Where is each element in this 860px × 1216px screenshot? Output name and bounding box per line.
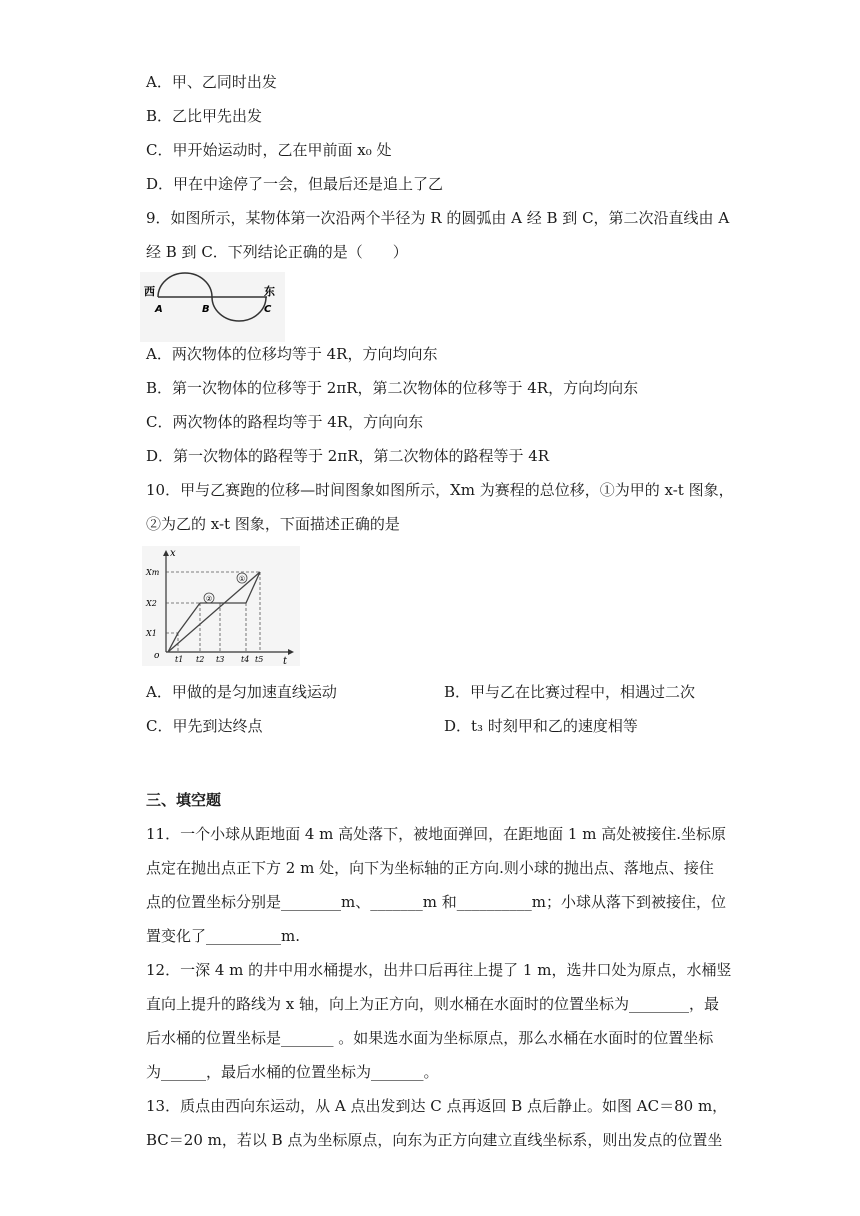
q10-xt-graph: [142, 546, 300, 666]
q10-xtick-t1: t1: [175, 655, 184, 664]
q10-curve1-label: ①: [238, 575, 246, 583]
q8-option-c: C．甲开始运动时，乙在甲前面 x₀ 处: [146, 141, 392, 159]
q13-line1: 13．质点由西向东运动，从 A 点出发到达 C 点再返回 B 点后静止。如图 AC＝80 m，: [146, 1097, 728, 1115]
q10-ytick-x1: X1: [146, 629, 157, 638]
q12-line3: 后水桶的位置坐标是_______ 。如果选水面为坐标原点，那么水桶在水面时的位置坐标: [146, 1029, 714, 1047]
q8-option-d: D．甲在中途停了一会，但最后还是追上了乙: [146, 175, 444, 193]
q9-east-label: 东: [264, 285, 275, 298]
q10-xtick-t3: t3: [216, 655, 225, 664]
q9-point-c-label: C: [264, 304, 272, 315]
q10-stem-line1: 10．甲与乙赛跑的位移—时间图象如图所示，Xm 为赛程的总位移，①为甲的 x-t 图象，: [146, 481, 734, 499]
q10-xtick-t2: t2: [196, 655, 205, 664]
q10-x-axis-label: t: [283, 656, 288, 666]
q10-option-d: D．t₃ 时刻甲和乙的速度相等: [444, 717, 638, 735]
q9-arc-figure: [140, 272, 285, 342]
q10-origin-label: o: [154, 651, 160, 661]
q9-option-d: D．第一次物体的路程等于 2πR，第二次物体的路程等于 4R: [146, 447, 550, 465]
q11-line1: 11．一个小球从距地面 4 m 高处落下，被地面弹回，在距地面 1 m 高处被接住.坐标原: [146, 825, 727, 843]
q11-line2: 点定在抛出点正下方 2 m 处，向下为坐标轴的正方向.则小球的抛出点、落地点、接住: [146, 859, 714, 877]
q12-line2: 直向上提升的路线为 x 轴，向上为正方向，则水桶在水面时的位置坐标为________，最: [146, 995, 719, 1013]
q9-point-b-label: B: [202, 304, 210, 315]
q8-option-a: A．甲、乙同时出发: [146, 73, 277, 91]
q9-point-a-label: A: [155, 304, 163, 315]
q9-west-label: 西: [144, 285, 155, 298]
q12-line4: 为______，最后水桶的位置坐标为_______。: [146, 1063, 439, 1081]
q13-line2: BC＝20 m，若以 B 点为坐标原点，向东为正方向建立直线坐标系，则出发点的位置坐: [146, 1131, 723, 1149]
q10-option-c: C．甲先到达终点: [146, 717, 263, 735]
q12-line1: 12．一深 4 m 的井中用水桶提水，出井口后再往上提了 1 m，选井口处为原点，水桶竖: [146, 961, 732, 979]
q10-xtick-t4: t4: [241, 655, 250, 664]
q11-line3: 点的位置坐标分别是________m、_______m 和__________m；小球从落下到被接住，位: [146, 893, 726, 911]
q9-option-c: C．两次物体的路程均等于 4R，方向向东: [146, 413, 424, 431]
q11-line4: 置变化了__________m.: [146, 927, 300, 945]
q10-y-axis-label: x: [170, 548, 176, 559]
q9-stem-line1: 9．如图所示，某物体第一次沿两个半径为 R 的圆弧由 A 经 B 到 C，第二次沿直线由 A: [146, 209, 730, 227]
q10-ytick-xm: Xm: [146, 568, 160, 577]
q9-stem-line2: 经 B 到 C．下列结论正确的是（ ）: [146, 243, 408, 261]
q10-option-a: A．甲做的是匀加速直线运动: [146, 683, 337, 701]
q9-option-b: B．第一次物体的位移等于 2πR，第二次物体的位移等于 4R，方向均向东: [146, 379, 639, 397]
q10-xtick-t5: t5: [255, 655, 264, 664]
section-heading-fill-in: 三、填空题: [146, 791, 222, 809]
q8-option-b: B．乙比甲先出发: [146, 107, 263, 125]
q10-ytick-x2: X2: [146, 599, 157, 608]
q9-option-a: A．两次物体的位移均等于 4R，方向均向东: [146, 345, 438, 363]
q10-option-b: B．甲与乙在比赛过程中，相遇过二次: [444, 683, 696, 701]
q10-curve2-label: ②: [205, 595, 213, 603]
q10-stem-line2: ②为乙的 x-t 图象，下面描述正确的是: [146, 515, 400, 533]
